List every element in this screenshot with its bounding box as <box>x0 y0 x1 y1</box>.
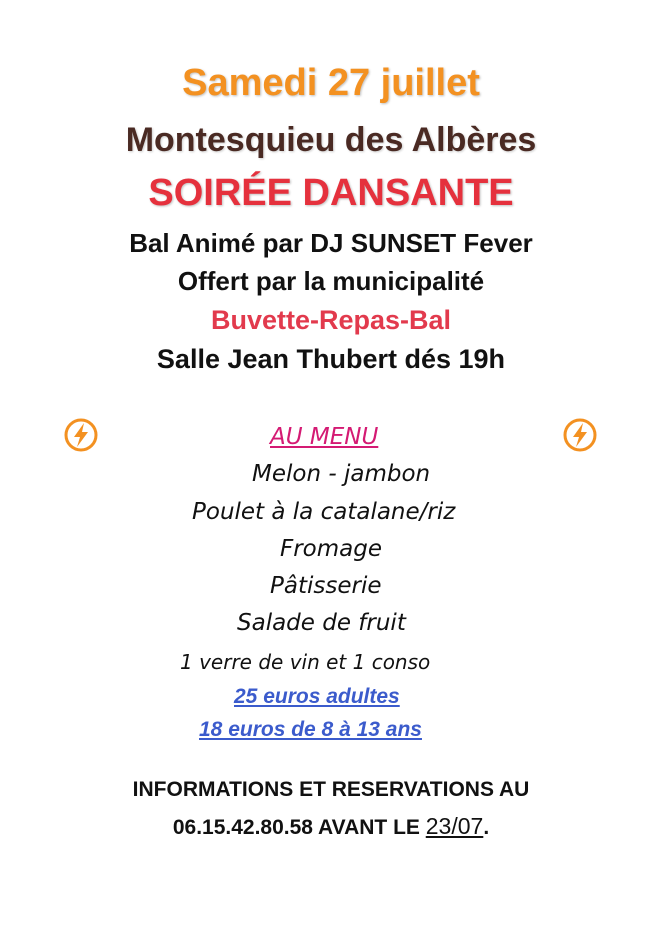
event-date: Samedi 27 juillet <box>182 62 480 104</box>
period: . <box>483 816 490 839</box>
menu-item: Salade de fruit <box>237 610 406 636</box>
dj-line: Bal Animé par DJ SUNSET Fever <box>129 228 533 258</box>
buvette-line: Buvette-Repas-Bal <box>210 305 452 335</box>
venue-line: Salle Jean Thubert dés 19h <box>156 344 506 374</box>
menu-item: Melon - jambon <box>252 461 431 487</box>
menu-title: AU MENU <box>270 424 379 450</box>
price-children: 18 euros de 8 à 13 ans <box>199 718 422 741</box>
price-adults: 25 euros adultes <box>234 685 400 708</box>
reservation-line-1: INFORMATIONS ET RESERVATIONS AU <box>132 778 530 801</box>
reservation-line-2 <box>0 808 662 846</box>
deadline-date: 23/07 <box>425 813 484 839</box>
event-town: Montesquieu des Albères <box>125 121 537 159</box>
phone-text: 06.15.42.80.58 AVANT LE <box>172 816 426 839</box>
menu-item: Pâtisserie <box>270 573 382 599</box>
event-title: SOIRÉE DANSANTE <box>148 172 514 214</box>
menu-item: 1 verre de vin et 1 conso <box>180 650 431 674</box>
reservation-info <box>0 771 662 846</box>
offered-by-line: Offert par la municipalité <box>177 266 485 296</box>
lightning-bolt-icon <box>562 417 598 453</box>
menu-item: Poulet à la catalane/riz <box>192 499 456 525</box>
menu-item: Fromage <box>280 536 383 562</box>
lightning-bolt-icon <box>63 417 99 453</box>
